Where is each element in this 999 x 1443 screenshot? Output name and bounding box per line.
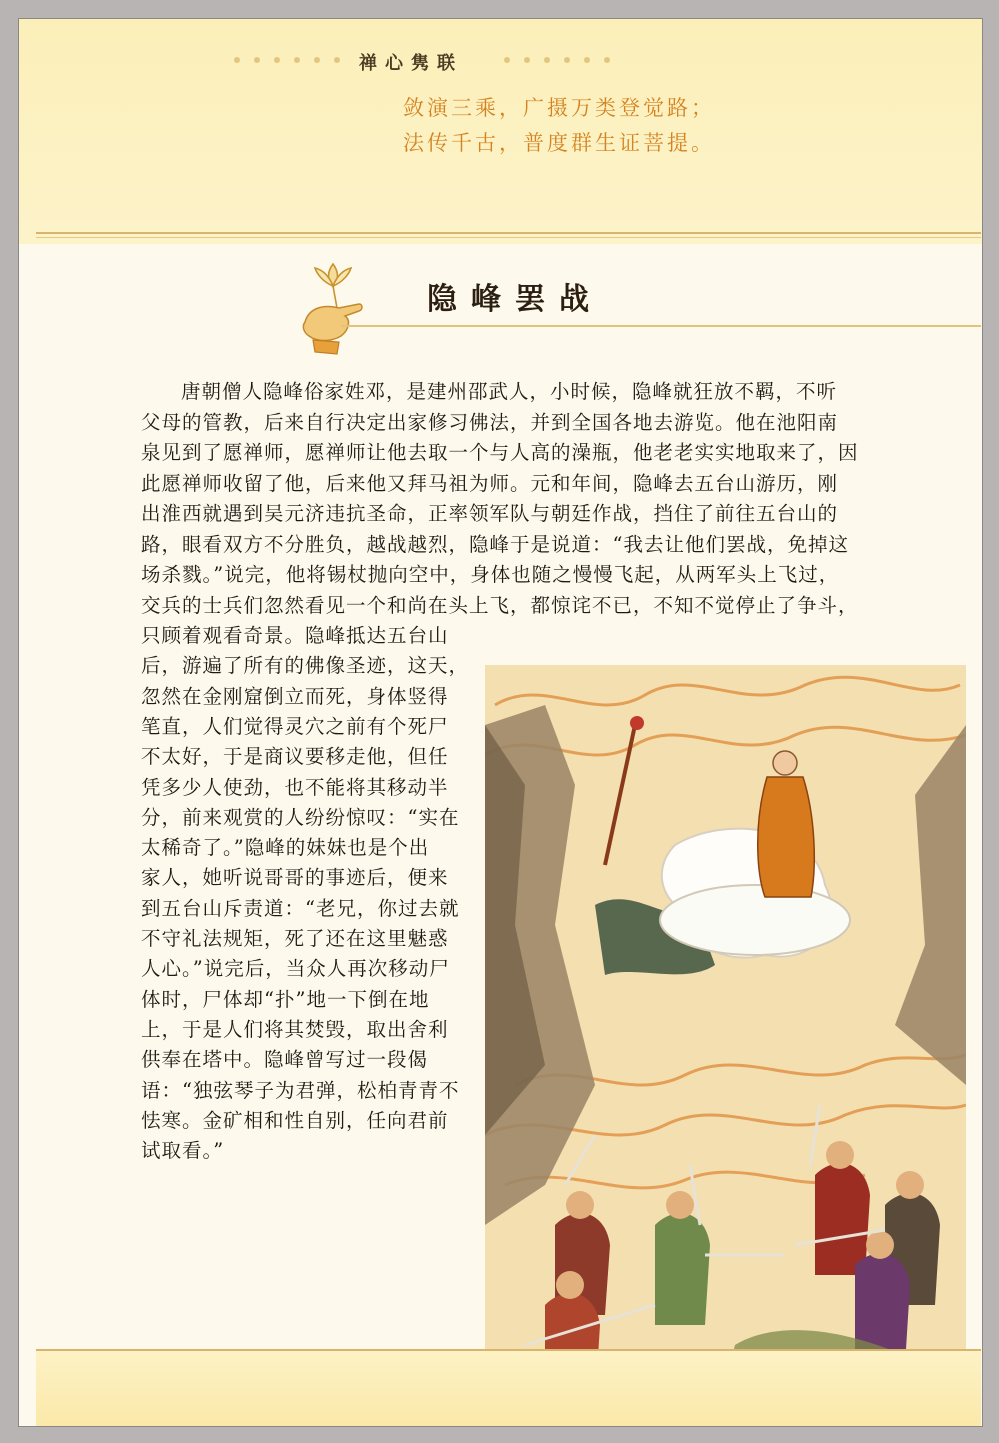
body-line: 家人，她听说哥哥的事迹后，便来 [141, 866, 449, 890]
title-underline [341, 325, 981, 327]
lotus-hand-icon [287, 256, 379, 356]
body-line: 父母的管教，后来自行决定出家修习佛法，并到全国各地去游览。他在池阳南 [141, 410, 839, 434]
body-line: 只顾着观看奇景。隐峰抵达五台山 [141, 624, 449, 647]
body-line: 不守礼法规矩，死了还在这里魅惑 [141, 927, 449, 950]
article-title: 隐峰罢战 [427, 282, 603, 317]
body-line: 人心。”说完后，当众人再次移动尸 [141, 957, 450, 981]
body-line: 笔直，人们觉得灵穴之前有个死尸 [141, 714, 449, 738]
body-line: 语：“独弦琴子为君弹，松柏青青不 [141, 1078, 460, 1102]
body-line: 怯寒。金矿相和性自别，任向君前 [141, 1108, 449, 1132]
couplet-line-1: 敛演三乘，广摄万类登觉路； [403, 96, 715, 120]
book-title: 禅心隽联 [359, 53, 463, 74]
body-line: 泉见到了愿禅师，愿禅师让他去取一个与人高的澡瓶，他老老实实地取来了，因 [141, 441, 859, 464]
flying-monk-painting [485, 665, 966, 1426]
body-line: 供奉在塔中。隐峰曾写过一段偈 [141, 1048, 429, 1072]
body-line: 太稀奇了。”隐峰的妹妹也是个出 [141, 836, 430, 860]
body-line: 到五台山斥责道：“老兄，你过去就 [141, 896, 460, 920]
body-line: 分，前来观赏的人纷纷惊叹：“实在 [141, 805, 460, 829]
book-page [18, 18, 983, 1427]
header-divider [36, 232, 981, 234]
body-line: 唐朝僧人隐峰俗家姓邓，是建州邵武人，小时候，隐峰就狂放不羁，不听 [181, 380, 838, 403]
body-line: 出淮西就遇到吴元济违抗圣命，正率领军队与朝廷作战，挡住了前往五台山的 [141, 502, 839, 525]
body-line: 后，游遍了所有的佛像圣迹，这天， [141, 654, 470, 678]
body-line: 路，眼看双方不分胜负，越战越烈，隐峰于是说道：“我去让他们罢战，免掉这 [141, 532, 849, 556]
body-line: 不太好，于是商议要移走他，但任 [141, 745, 449, 769]
header-ornament-left [234, 57, 354, 61]
header-ornament-right [504, 57, 624, 61]
body-line: 此愿禅师收留了他，后来他又拜马祖为师。元和年间，隐峰去五台山游历，刚 [141, 471, 839, 495]
body-line: 上，于是人们将其焚毁，取出舍利 [141, 1017, 449, 1041]
header-divider-thin [36, 237, 981, 238]
body-line: 交兵的士兵们忽然看见一个和尚在头上飞，都惊诧不已，不知不觉停止了争斗， [141, 593, 859, 617]
body-line: 场杀戮。”说完，他将锡杖抛向空中，身体也随之慢慢飞起，从两军头上飞过， [141, 563, 840, 586]
body-line: 凭多少人使劲，也不能将其移动半 [141, 775, 449, 799]
body-line: 忽然在金刚窟倒立而死，身体竖得 [141, 684, 449, 708]
footer-divider [36, 1349, 981, 1351]
body-line: 试取看。” [141, 1139, 225, 1163]
footer-band [36, 1349, 981, 1426]
couplet-line-2: 法传千古，普度群生证菩提。 [403, 131, 715, 155]
body-line: 体时，尸体却“扑”地一下倒在地 [141, 987, 430, 1011]
